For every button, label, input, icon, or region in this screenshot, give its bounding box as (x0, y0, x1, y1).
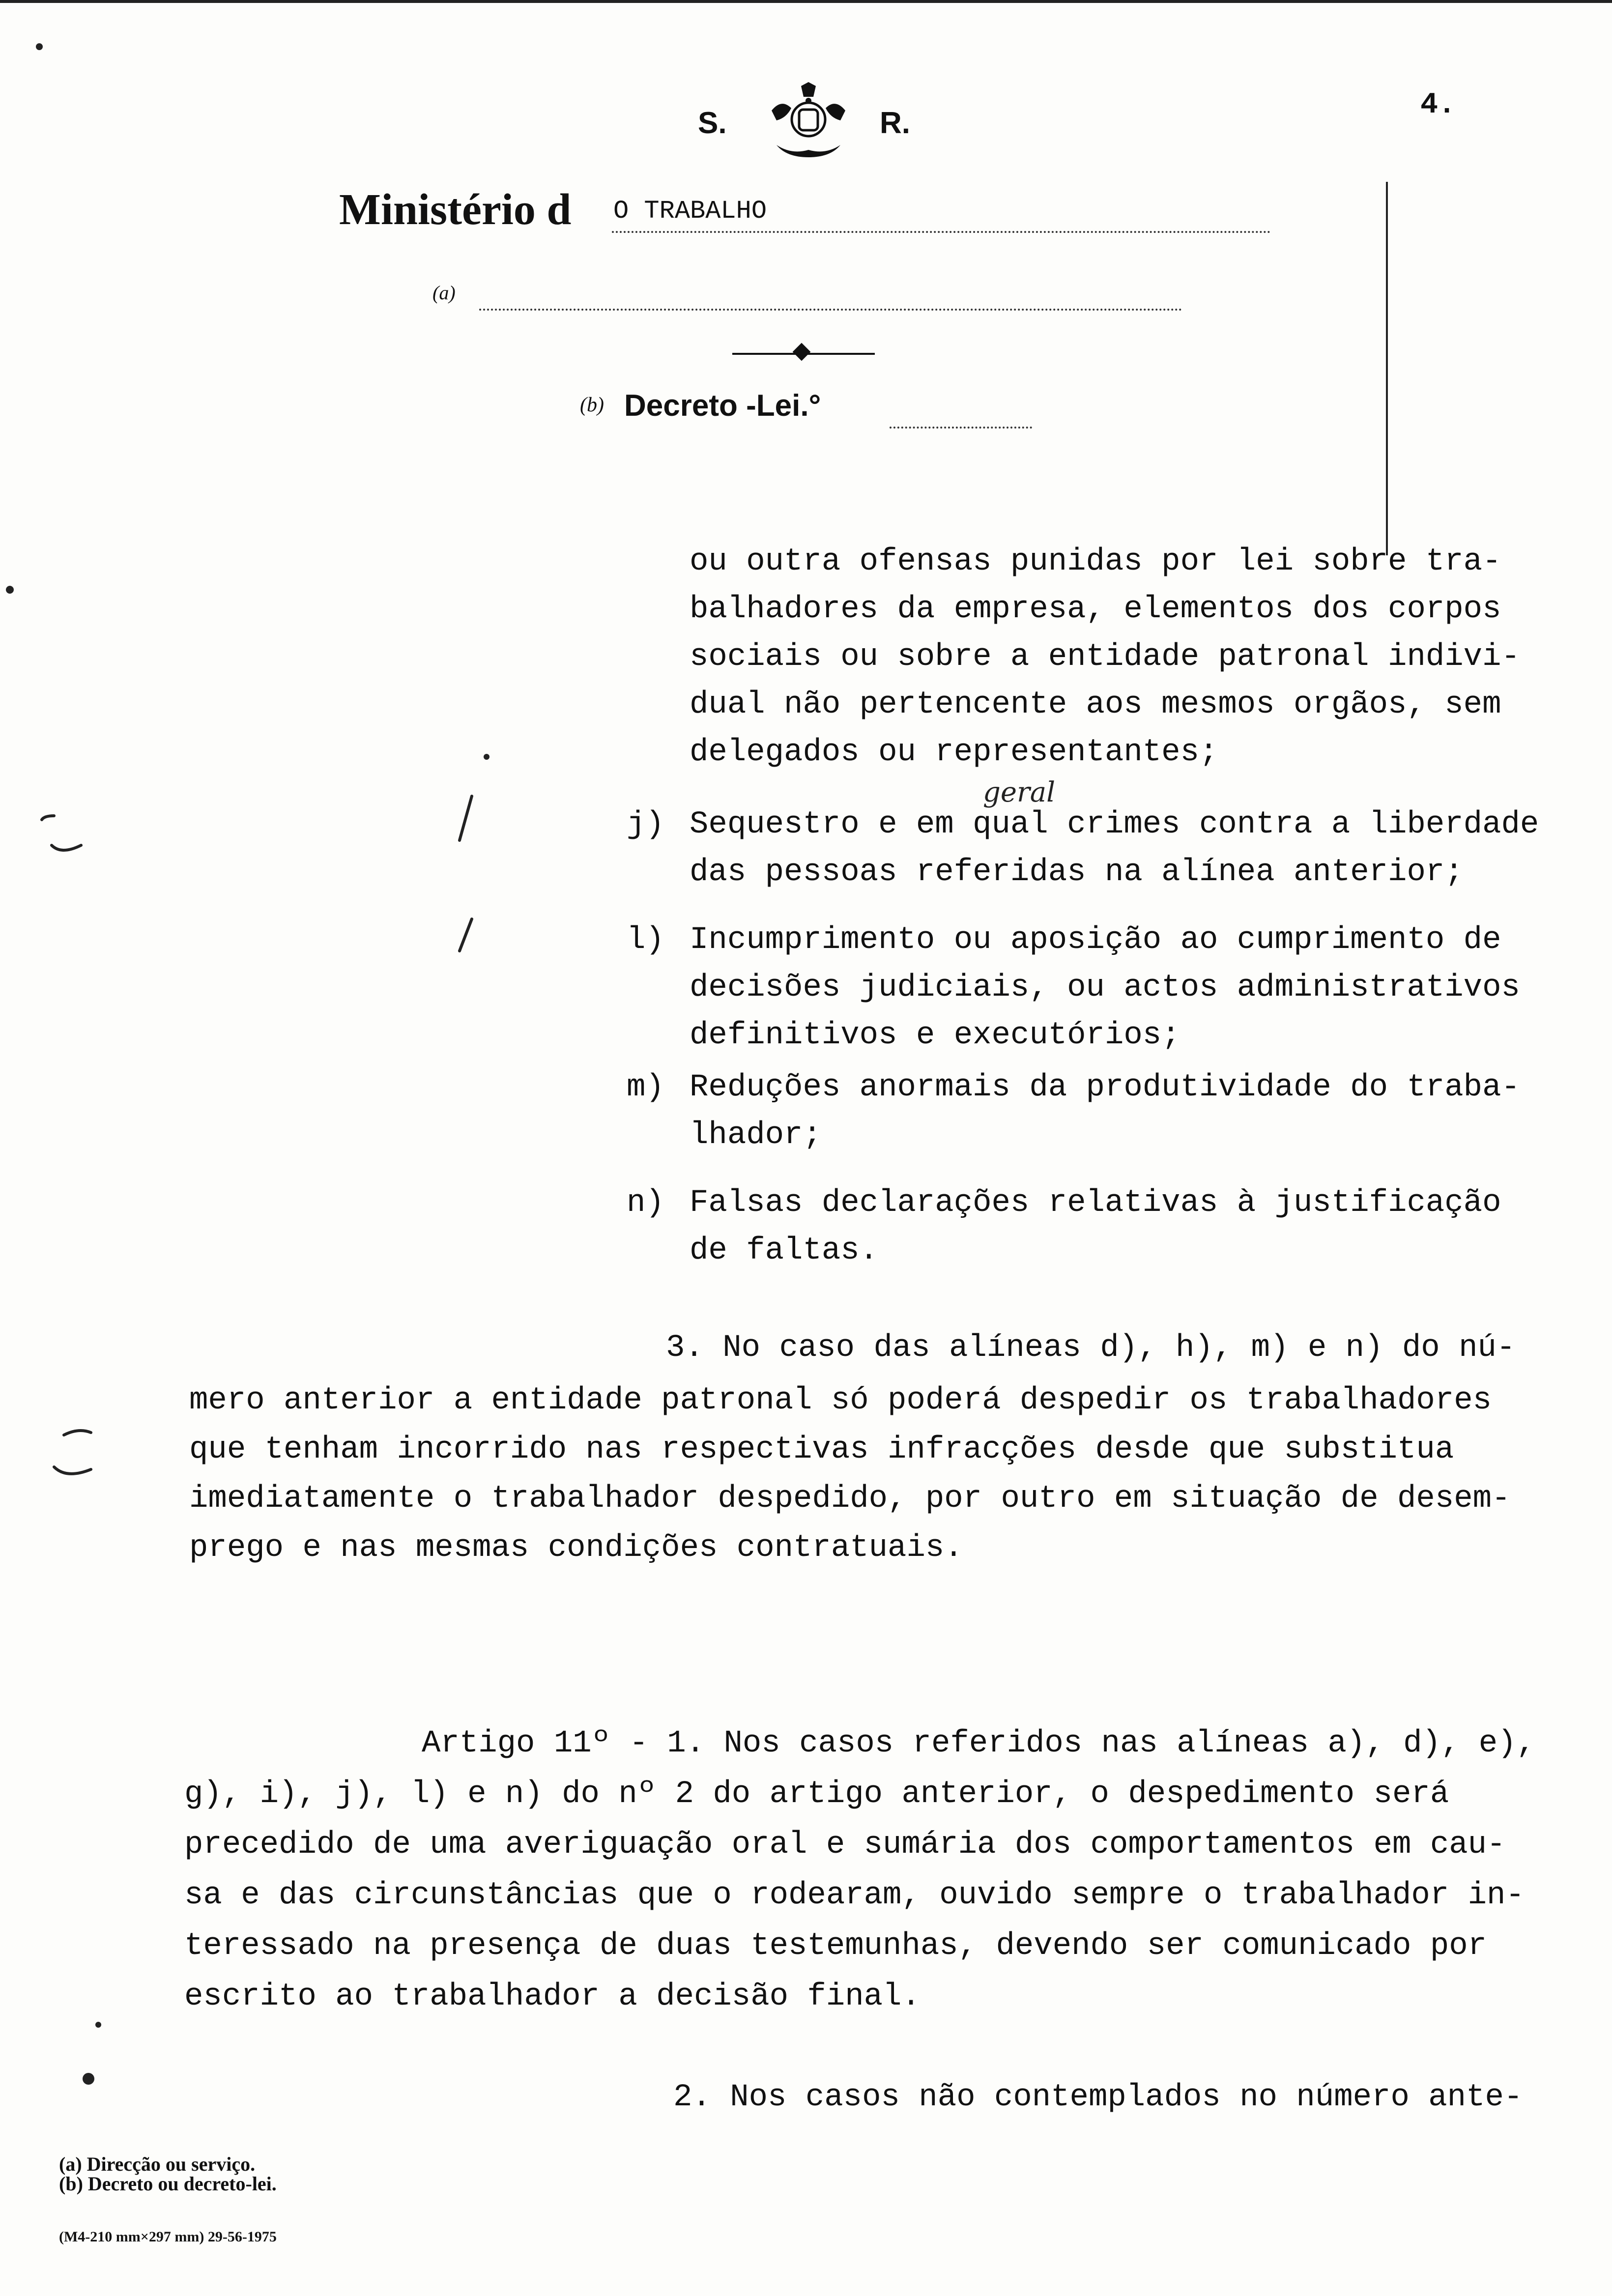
item-letter-n: n) (627, 1185, 664, 1221)
page-number: 4. (1420, 88, 1456, 122)
text-line: decisões judiciais, ou actos administrativos (690, 970, 1520, 1005)
text-line: precedido de uma averiguação oral e sumária dos comportamentos em cau- (184, 1827, 1506, 1863)
text-line: de faltas. (690, 1233, 879, 1268)
punch-dot (95, 2022, 101, 2028)
pencil-slash (460, 919, 472, 951)
text-line: Falsas declarações relativas à justificação (690, 1185, 1501, 1221)
text-line: dual não pertencente aos mesmos orgãos, sem (690, 687, 1501, 722)
header-letter-s: S. (698, 106, 727, 140)
text-line: mero anterior a entidade patronal só poderá despedir os trabalhadores (189, 1383, 1492, 1418)
ministry-name: O TRABALHO (613, 197, 767, 226)
text-line: sociais ou sobre a entidade patronal indivi- (690, 639, 1520, 675)
margin-bracket (52, 845, 81, 850)
footnote-a: (a) Direcção ou serviço. (59, 2153, 256, 2175)
margin-bracket (42, 816, 54, 820)
text-line: das pessoas referidas na alínea anterior; (690, 855, 1464, 890)
article-11-paragraph-2: 2. Nos casos não contemplados no número ante- (673, 2080, 1523, 2115)
item-letter-l: l) (627, 922, 664, 958)
text-line: teressado na presença de duas testemunhas, devendo ser comunicado por (184, 1928, 1487, 1964)
margin-bracket (54, 1467, 91, 1474)
text-line: definitivos e executórios; (690, 1018, 1180, 1053)
handwritten-correction: geral (983, 776, 1056, 808)
margin-bracket (64, 1431, 91, 1435)
text-line: escrito ao trabalhador a decisão final. (184, 1979, 921, 2014)
footnote-b: (b) Decreto ou decreto-lei. (59, 2173, 277, 2195)
text-line: prego e nas mesmas condições contratuais. (189, 1530, 963, 1566)
text-line: Incumprimento ou aposição ao cumprimento de (690, 922, 1501, 958)
punch-dot (484, 754, 489, 760)
text-line: lhador; (690, 1118, 822, 1153)
paragraph-3-first-line: 3. No caso das alíneas d), h), m) e n) do nú- (666, 1330, 1516, 1366)
text-line: g), i), j), l) e n) do nº 2 do artigo anterior, o despedimento será (184, 1777, 1449, 1812)
field-a-marker: (a) (432, 282, 456, 304)
punch-dot (83, 2073, 94, 2085)
decree-marker: (b) (580, 394, 604, 416)
decree-label: Decreto -Lei.° (624, 389, 821, 423)
text-line: Reduções anormais da produtividade do traba- (690, 1070, 1520, 1105)
item-letter-j: j) (627, 807, 664, 842)
ministry-label: Ministério d (339, 185, 572, 234)
text-line: delegados ou representantes; (690, 735, 1218, 770)
text-line: Sequestro e em qual crimes contra a liberdade (690, 807, 1539, 842)
punch-dot (6, 586, 14, 594)
pencil-slash (460, 796, 472, 840)
header-letter-r: R. (880, 106, 910, 140)
text-line: balhadores da empresa, elementos dos corpos (690, 592, 1501, 627)
form-reference: (M4-210 mm×297 mm) 29-56-1975 (59, 2229, 277, 2245)
text-line: sa e das circunstâncias que o rodearam, ouvido sempre o trabalhador in- (184, 1878, 1525, 1913)
text-line: imediatamente o trabalhador despedido, por outro em situação de desem- (189, 1481, 1511, 1517)
article-11-heading-line: Artigo 11º - 1. Nos casos referidos nas alíneas a), d), e), (422, 1726, 1535, 1761)
punch-dot (36, 43, 43, 50)
text-line: que tenham incorrido nas respectivas infracções desde que substitua (189, 1432, 1454, 1467)
text-line: ou outra ofensas punidas por lei sobre tra- (690, 544, 1501, 579)
item-letter-m: m) (627, 1070, 664, 1105)
